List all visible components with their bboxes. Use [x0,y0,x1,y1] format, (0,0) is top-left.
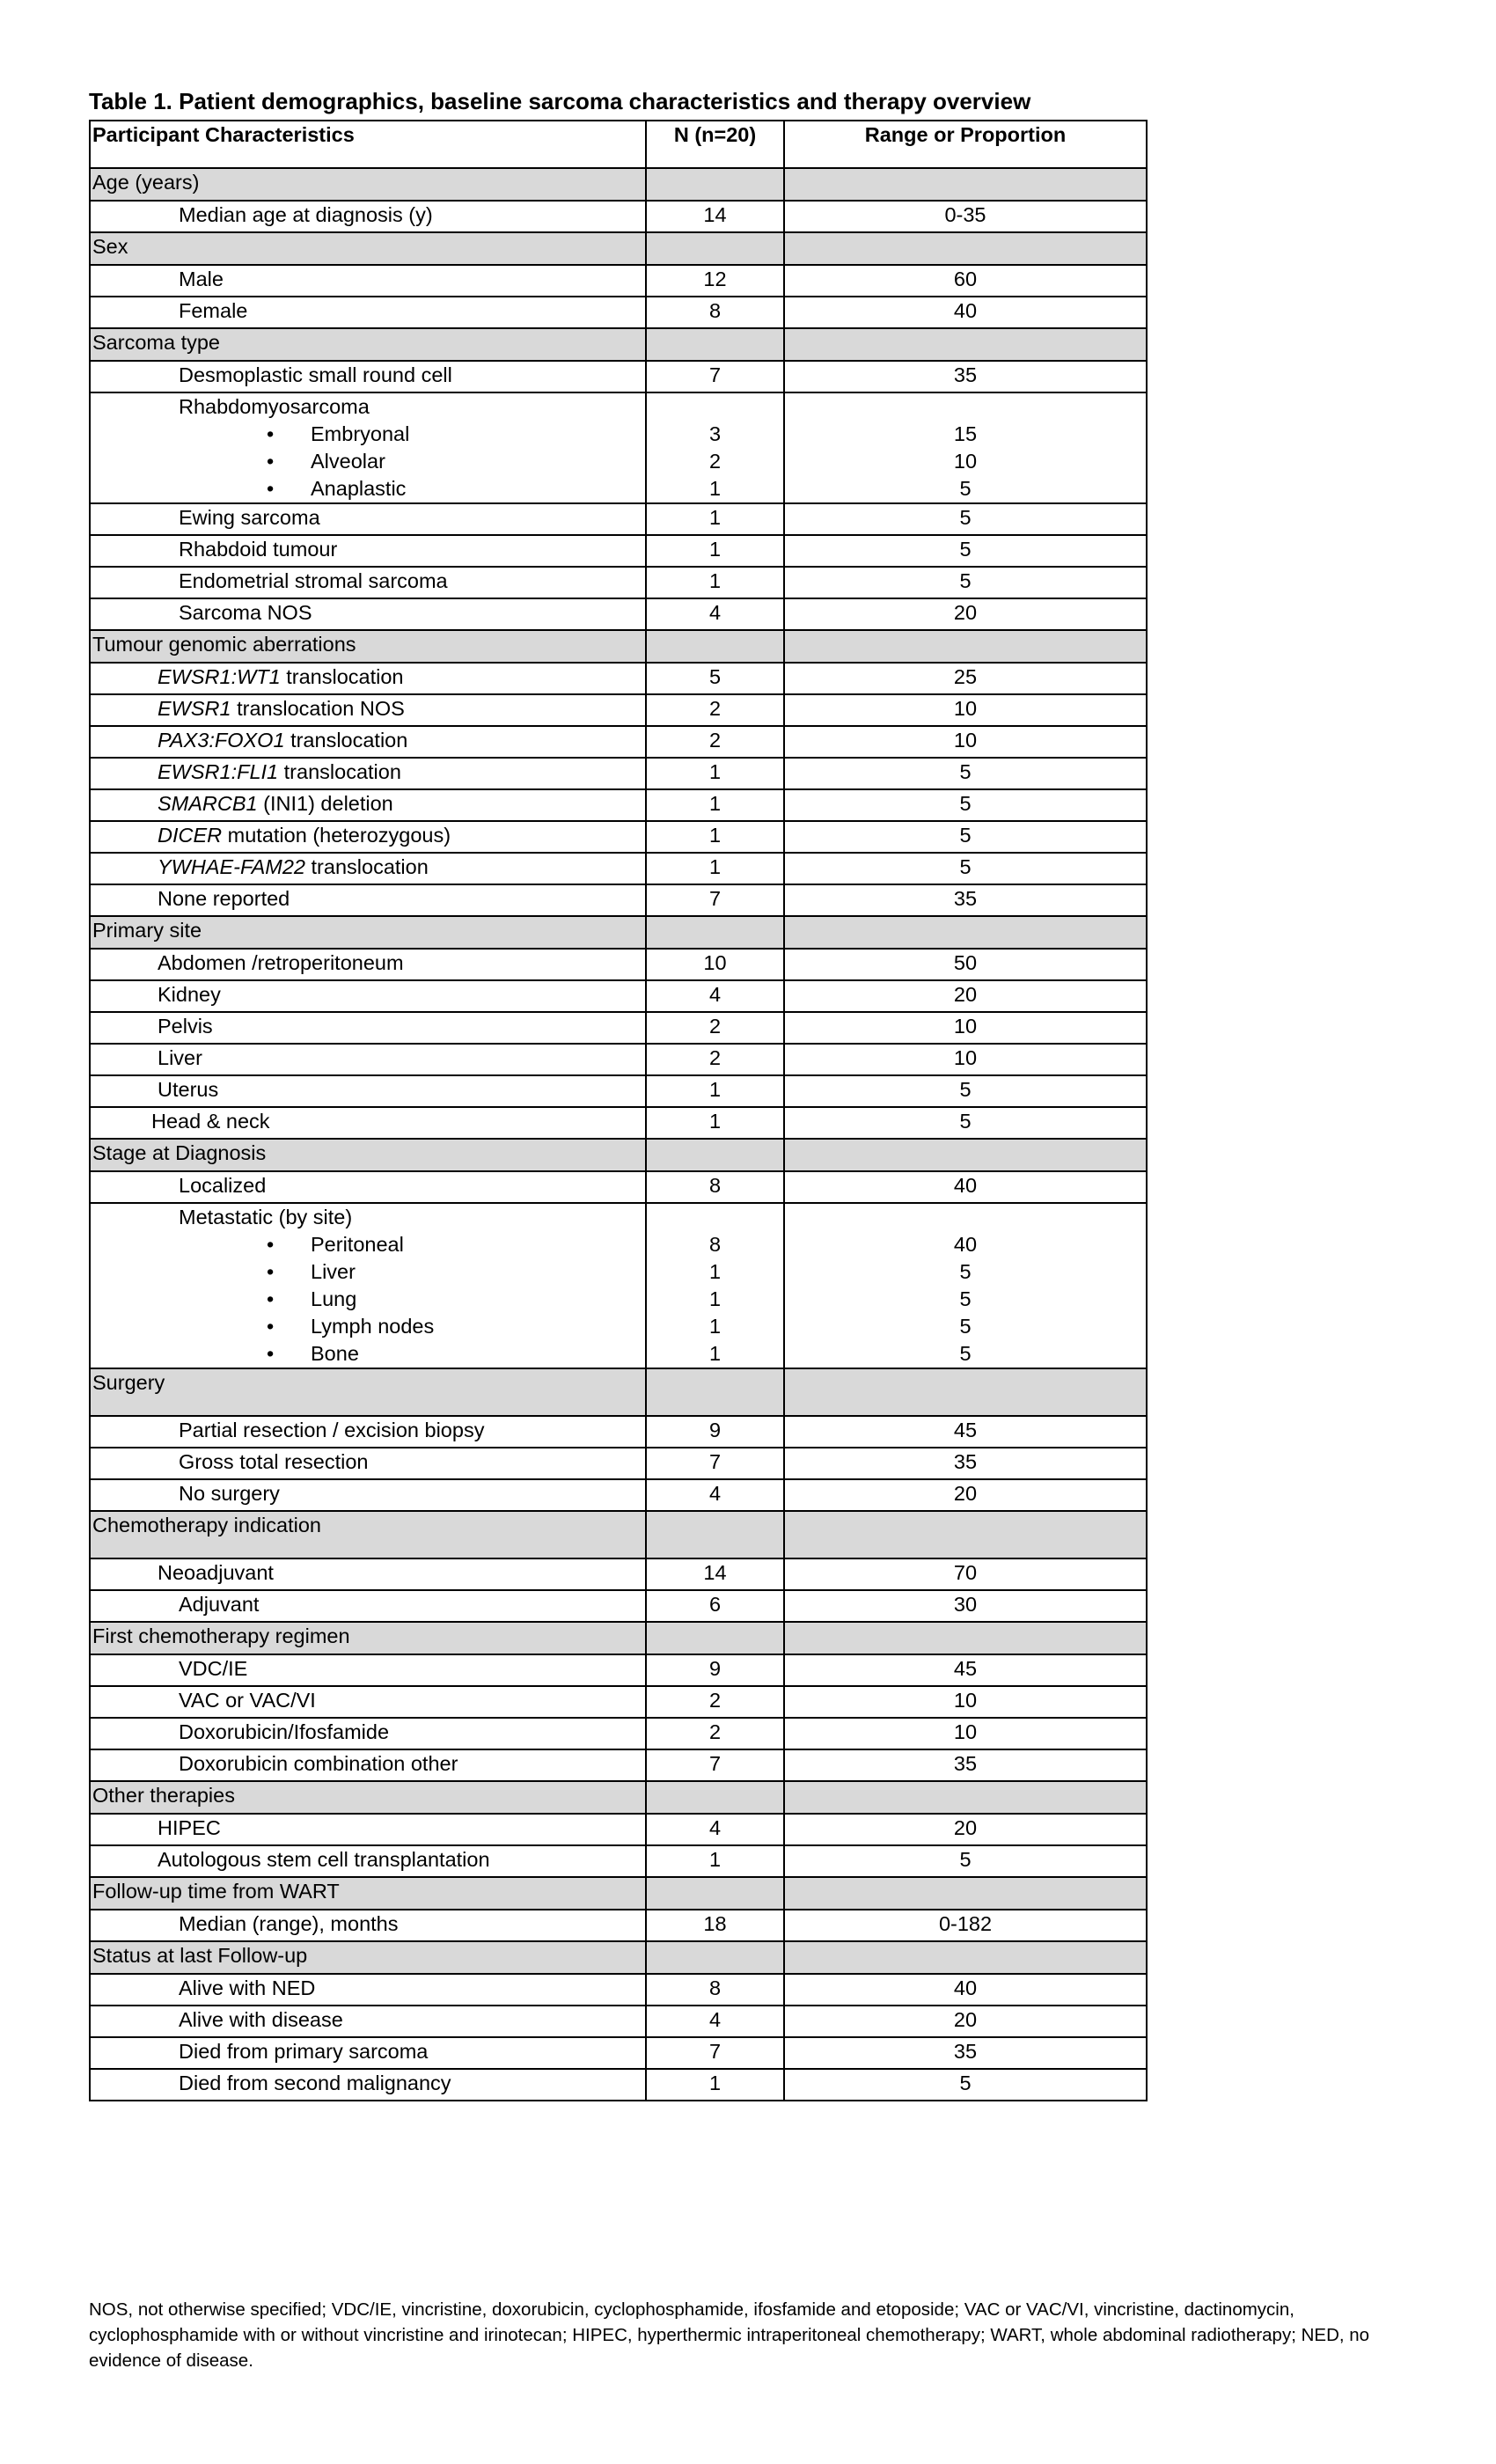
row-n: 8 [646,1171,784,1203]
bullet-item-proportion: 40 [953,1233,978,1256]
genomic-section-label: Tumour genomic aberrations [90,630,646,663]
row-proportion: 5 [784,503,1147,535]
table-row [90,1075,1147,1107]
row-label-text: (INI1) deletion [257,792,393,815]
bullet-item [267,1340,643,1368]
table-row [90,1814,1147,1845]
sarcoma-type-section-row [90,328,1147,361]
bullet-item [267,1286,643,1313]
bullet-item-proportion: 5 [959,1315,972,1338]
row-label: Autologous stem cell transplantation [90,1845,646,1877]
bullet-item-n: 1 [708,1287,722,1310]
row-label [90,694,646,726]
row-n: 7 [646,1749,784,1781]
row-label-text: None reported [158,887,290,910]
header-n: N (n=20) [646,121,784,168]
row-label: Liver [90,1044,646,1075]
row-n-group [646,1203,784,1368]
row-n: 14 [646,1558,784,1590]
row-n: 6 [646,1590,784,1622]
row-proportion: 25 [784,663,1147,694]
row-n: 1 [646,567,784,598]
row-label: Endometrial stromal sarcoma [90,567,646,598]
gene-name: PAX3:FOXO1 [158,729,285,752]
row-proportion: 35 [784,2037,1147,2069]
section-empty-cell [646,1511,784,1558]
row-label-text: translocation [280,665,404,688]
row-label-text: mutation (heterozygous) [222,824,451,847]
row-label [90,663,646,694]
row-n: 1 [646,1107,784,1139]
table-row [90,503,1147,535]
row-n-group [646,392,784,503]
row-label: Ewing sarcoma [90,503,646,535]
bullet-item-proportion: 5 [959,1342,972,1365]
table-row [90,1448,1147,1479]
row-label: Localized [90,1171,646,1203]
footnote: NOS, not otherwise specified; VDC/IE, vincristine, doxorubicin, cyclophosphamide, ifosfamide and etoposide; VAC or VAC/VI, vincristine, dactinomycin, cyclophosphamide with or without vincristine and irinotecan; HIPEC, hyperthermic intraperitoneal chemotherapy; WART, whole abdominal radiotherapy; NED, no evidence of disease. [89,2299,1370,2371]
row-label: Doxorubicin/Ifosfamide [90,1718,646,1749]
row-proportion: 0-182 [784,1910,1147,1941]
row-label-text: translocation [284,729,408,752]
row-n: 7 [646,2037,784,2069]
spacer [649,393,781,421]
stage-section-label: Stage at Diagnosis [90,1139,646,1171]
table-row [90,1107,1147,1139]
table-row [90,853,1147,884]
row-proportion: 50 [784,949,1147,980]
row-label: No surgery [90,1479,646,1511]
row-n: 10 [646,949,784,980]
row-n: 4 [646,598,784,630]
row-n: 1 [646,535,784,567]
surgery-section-label: Surgery [90,1368,646,1416]
row-proportion: 30 [784,1590,1147,1622]
header-characteristics: Participant Characteristics [90,121,646,168]
row-proportion: 40 [784,297,1147,328]
section-empty-cell [646,1877,784,1910]
primary-site-section-label: Primary site [90,916,646,949]
row-label [90,758,646,789]
row-n: 8 [646,297,784,328]
metastatic-bullet-list [179,1231,643,1368]
stage-section-row [90,1139,1147,1171]
section-empty-cell [646,916,784,949]
row-label [90,821,646,853]
bullet-item-proportion: 5 [959,477,972,500]
row-proportion: 5 [784,853,1147,884]
row-label: Median age at diagnosis (y) [90,201,646,232]
table-row [90,1845,1147,1877]
row-label: Abdomen /retroperitoneum [90,949,646,980]
gene-name: DICER [158,824,223,847]
bullet-item-label: Liver [311,1260,356,1283]
bullet-item-n: 1 [708,477,722,500]
section-empty-cell [784,328,1147,361]
table-row [90,567,1147,598]
row-proportion: 45 [784,1416,1147,1448]
row-n: 2 [646,726,784,758]
row-label: Pelvis [90,1012,646,1044]
row-proportion: 10 [784,1044,1147,1075]
row-proportion: 20 [784,1814,1147,1845]
section-empty-cell [784,1941,1147,1974]
row-label-text: translocation [278,760,401,783]
metastatic-group-label: Metastatic (by site) [179,1206,353,1228]
row-proportion: 10 [784,1718,1147,1749]
row-proportion: 10 [784,1686,1147,1718]
row-label [90,853,646,884]
table-row [90,1749,1147,1781]
row-n: 2 [646,1718,784,1749]
table-row [90,1012,1147,1044]
bullet-item [267,1231,643,1258]
followup-section-row [90,1877,1147,1910]
row-n: 1 [646,503,784,535]
row-n: 7 [646,884,784,916]
spacer [787,393,1144,421]
table-row [90,201,1147,232]
other-therapies-section-row [90,1781,1147,1814]
row-n: 4 [646,980,784,1012]
bullet-icon: • [267,1260,275,1283]
section-empty-cell [784,630,1147,663]
bullet-item-n: 8 [708,1233,722,1256]
section-empty-cell [784,1139,1147,1171]
section-empty-cell [784,1781,1147,1814]
row-n: 9 [646,1416,784,1448]
section-empty-cell [646,1368,784,1416]
row-label: Died from second malignancy [90,2069,646,2101]
row-proportion: 10 [784,1012,1147,1044]
row-n: 1 [646,2069,784,2101]
sex-section-row [90,232,1147,265]
row-label: VAC or VAC/VI [90,1686,646,1718]
row-label: VDC/IE [90,1654,646,1686]
row-label: Gross total resection [90,1448,646,1479]
bullet-item [267,475,643,502]
primary-site-section-row [90,916,1147,949]
bullet-item [267,448,643,475]
bullet-item-label: Lymph nodes [311,1315,435,1338]
section-empty-cell [784,1877,1147,1910]
table-row [90,2037,1147,2069]
chemotherapy-indication-section-label: Chemotherapy indication [90,1511,646,1558]
row-proportion: 5 [784,758,1147,789]
section-empty-cell [784,916,1147,949]
row-proportion: 5 [784,535,1147,567]
bullet-item-label: Anaplastic [311,477,407,500]
section-empty-cell [784,1368,1147,1416]
row-n: 1 [646,853,784,884]
header-proportion: Range or Proportion [784,121,1147,168]
table-row [90,1171,1147,1203]
row-n: 9 [646,1654,784,1686]
row-label: Adjuvant [90,1590,646,1622]
row-proportion: 35 [784,1448,1147,1479]
bullet-item [267,1258,643,1286]
row-n: 2 [646,1686,784,1718]
row-n: 14 [646,201,784,232]
metastatic-group-cell [90,1203,646,1368]
row-n: 4 [646,2006,784,2037]
row-proportion: 45 [784,1654,1147,1686]
table-row [90,663,1147,694]
table-row [90,297,1147,328]
section-empty-cell [646,1781,784,1814]
row-n: 1 [646,789,784,821]
rhabdomyosarcoma-bullet-list [179,421,643,502]
row-n: 2 [646,1012,784,1044]
row-label [90,789,646,821]
row-label: Kidney [90,980,646,1012]
row-proportion: 20 [784,1479,1147,1511]
row-n: 1 [646,1075,784,1107]
bullet-icon: • [267,477,275,500]
table-row [90,821,1147,853]
row-n: 7 [646,1448,784,1479]
section-empty-cell [784,168,1147,201]
section-empty-cell [784,1622,1147,1654]
row-n: 1 [646,758,784,789]
row-proportion: 35 [784,1749,1147,1781]
table-row [90,726,1147,758]
table-row [90,1910,1147,1941]
row-label [90,726,646,758]
table-row [90,694,1147,726]
bullet-item-label: Embryonal [311,422,410,445]
row-label: Sarcoma NOS [90,598,646,630]
row-label: Partial resection / excision biopsy [90,1416,646,1448]
age-section-row [90,168,1147,201]
bullet-item-n: 2 [708,450,722,473]
genomic-section-row [90,630,1147,663]
bullet-icon: • [267,1342,275,1365]
bullet-item [267,1313,643,1340]
table-row [90,2069,1147,2101]
row-proportion: 5 [784,1075,1147,1107]
sarcoma-type-section-label: Sarcoma type [90,328,646,361]
table-row [90,980,1147,1012]
section-empty-cell [646,168,784,201]
section-empty-cell [646,1139,784,1171]
table-row [90,1590,1147,1622]
table-row [90,265,1147,297]
row-n: 18 [646,1910,784,1941]
row-proportion: 20 [784,2006,1147,2037]
row-label: HIPEC [90,1814,646,1845]
table-row [90,1974,1147,2006]
status-section-row [90,1941,1147,1974]
row-n: 7 [646,361,784,392]
section-empty-cell [646,1941,784,1974]
row-label-text: translocation NOS [231,697,405,720]
section-empty-cell [784,1511,1147,1558]
status-section-label: Status at last Follow-up [90,1941,646,1974]
rhabdomyosarcoma-group-label: Rhabdomyosarcoma [179,395,370,418]
row-proportion-group [784,392,1147,503]
row-proportion: 40 [784,1974,1147,2006]
bullet-item-label: Lung [311,1287,357,1310]
table-row [90,884,1147,916]
row-label: Doxorubicin combination other [90,1749,646,1781]
row-n: 2 [646,694,784,726]
table-row [90,758,1147,789]
spacer [649,1204,781,1231]
bullet-item-proportion: 10 [953,450,978,473]
row-n: 4 [646,1479,784,1511]
row-proportion: 40 [784,1171,1147,1203]
row-proportion: 5 [784,1107,1147,1139]
rhabdomyosarcoma-group-cell [90,392,646,503]
table-row [90,789,1147,821]
row-proportion: 60 [784,265,1147,297]
spacer [787,1204,1144,1231]
bullet-item [267,421,643,448]
table-row [90,598,1147,630]
row-n: 8 [646,1974,784,2006]
gene-name: EWSR1:FLI1 [158,760,279,783]
row-proportion: 0-35 [784,201,1147,232]
section-empty-cell [646,232,784,265]
row-label: Head & neck [90,1107,646,1139]
row-proportion: 35 [784,361,1147,392]
bullet-item-label: Bone [311,1342,359,1365]
row-label-text: translocation [305,855,429,878]
regimen-section-label: First chemotherapy regimen [90,1622,646,1654]
bullet-item-n: 3 [708,422,722,445]
row-proportion: 10 [784,726,1147,758]
gene-name: SMARCB1 [158,792,258,815]
row-label: Neoadjuvant [90,1558,646,1590]
table-row [90,1558,1147,1590]
row-n: 2 [646,1044,784,1075]
bullet-icon: • [267,1287,275,1310]
table-row [90,1416,1147,1448]
bullet-item-label: Peritoneal [311,1233,404,1256]
row-label: Median (range), months [90,1910,646,1941]
regimen-section-row [90,1622,1147,1654]
sex-section-label: Sex [90,232,646,265]
age-section-label: Age (years) [90,168,646,201]
row-proportion: 5 [784,789,1147,821]
row-proportion: 5 [784,2069,1147,2101]
bullet-item-n: 1 [708,1342,722,1365]
bullet-item-proportion: 15 [953,422,978,445]
row-proportion: 70 [784,1558,1147,1590]
surgery-section-row [90,1368,1147,1416]
bullet-icon: • [267,1233,275,1256]
table-title: Table 1. Patient demographics, baseline sarcoma characteristics and therapy overview [89,88,1031,114]
table-row [90,535,1147,567]
table-row [90,1479,1147,1511]
table-row [90,1718,1147,1749]
bullet-item-proportion: 5 [959,1287,972,1310]
bullet-item-proportion: 5 [959,1260,972,1283]
bullet-item-label: Alveolar [311,450,385,473]
row-label [90,884,646,916]
table-row [90,2006,1147,2037]
row-label: Desmoplastic small round cell [90,361,646,392]
row-proportion: 20 [784,980,1147,1012]
row-n: 1 [646,821,784,853]
chemotherapy-indication-section-row [90,1511,1147,1558]
patient-table [89,120,1148,2101]
row-proportion: 5 [784,567,1147,598]
table-header-row [90,121,1147,168]
rhabdomyosarcoma-group-row [90,392,1147,503]
gene-name: EWSR1 [158,697,231,720]
table-row [90,361,1147,392]
row-label: Male [90,265,646,297]
row-label: Female [90,297,646,328]
row-n: 5 [646,663,784,694]
row-n: 12 [646,265,784,297]
row-proportion: 35 [784,884,1147,916]
row-label: Alive with NED [90,1974,646,2006]
table-row [90,949,1147,980]
section-empty-cell [646,630,784,663]
bullet-icon: • [267,450,275,473]
row-label: Uterus [90,1075,646,1107]
bullet-item-n: 1 [708,1315,722,1338]
row-proportion: 5 [784,821,1147,853]
section-empty-cell [646,328,784,361]
metastatic-group-row [90,1203,1147,1368]
table-row [90,1654,1147,1686]
other-therapies-section-label: Other therapies [90,1781,646,1814]
followup-section-label: Follow-up time from WART [90,1877,646,1910]
section-empty-cell [784,232,1147,265]
table-row [90,1044,1147,1075]
row-n: 1 [646,1845,784,1877]
row-label: Rhabdoid tumour [90,535,646,567]
row-proportion: 5 [784,1845,1147,1877]
row-label: Died from primary sarcoma [90,2037,646,2069]
gene-name: YWHAE-FAM22 [158,855,305,878]
table-row [90,1686,1147,1718]
bullet-icon: • [267,1315,275,1338]
row-n: 4 [646,1814,784,1845]
row-proportion: 20 [784,598,1147,630]
section-empty-cell [646,1622,784,1654]
gene-name: EWSR1:WT1 [158,665,281,688]
bullet-item-n: 1 [708,1260,722,1283]
row-proportion-group [784,1203,1147,1368]
row-proportion: 10 [784,694,1147,726]
row-label: Alive with disease [90,2006,646,2037]
bullet-icon: • [267,422,275,445]
